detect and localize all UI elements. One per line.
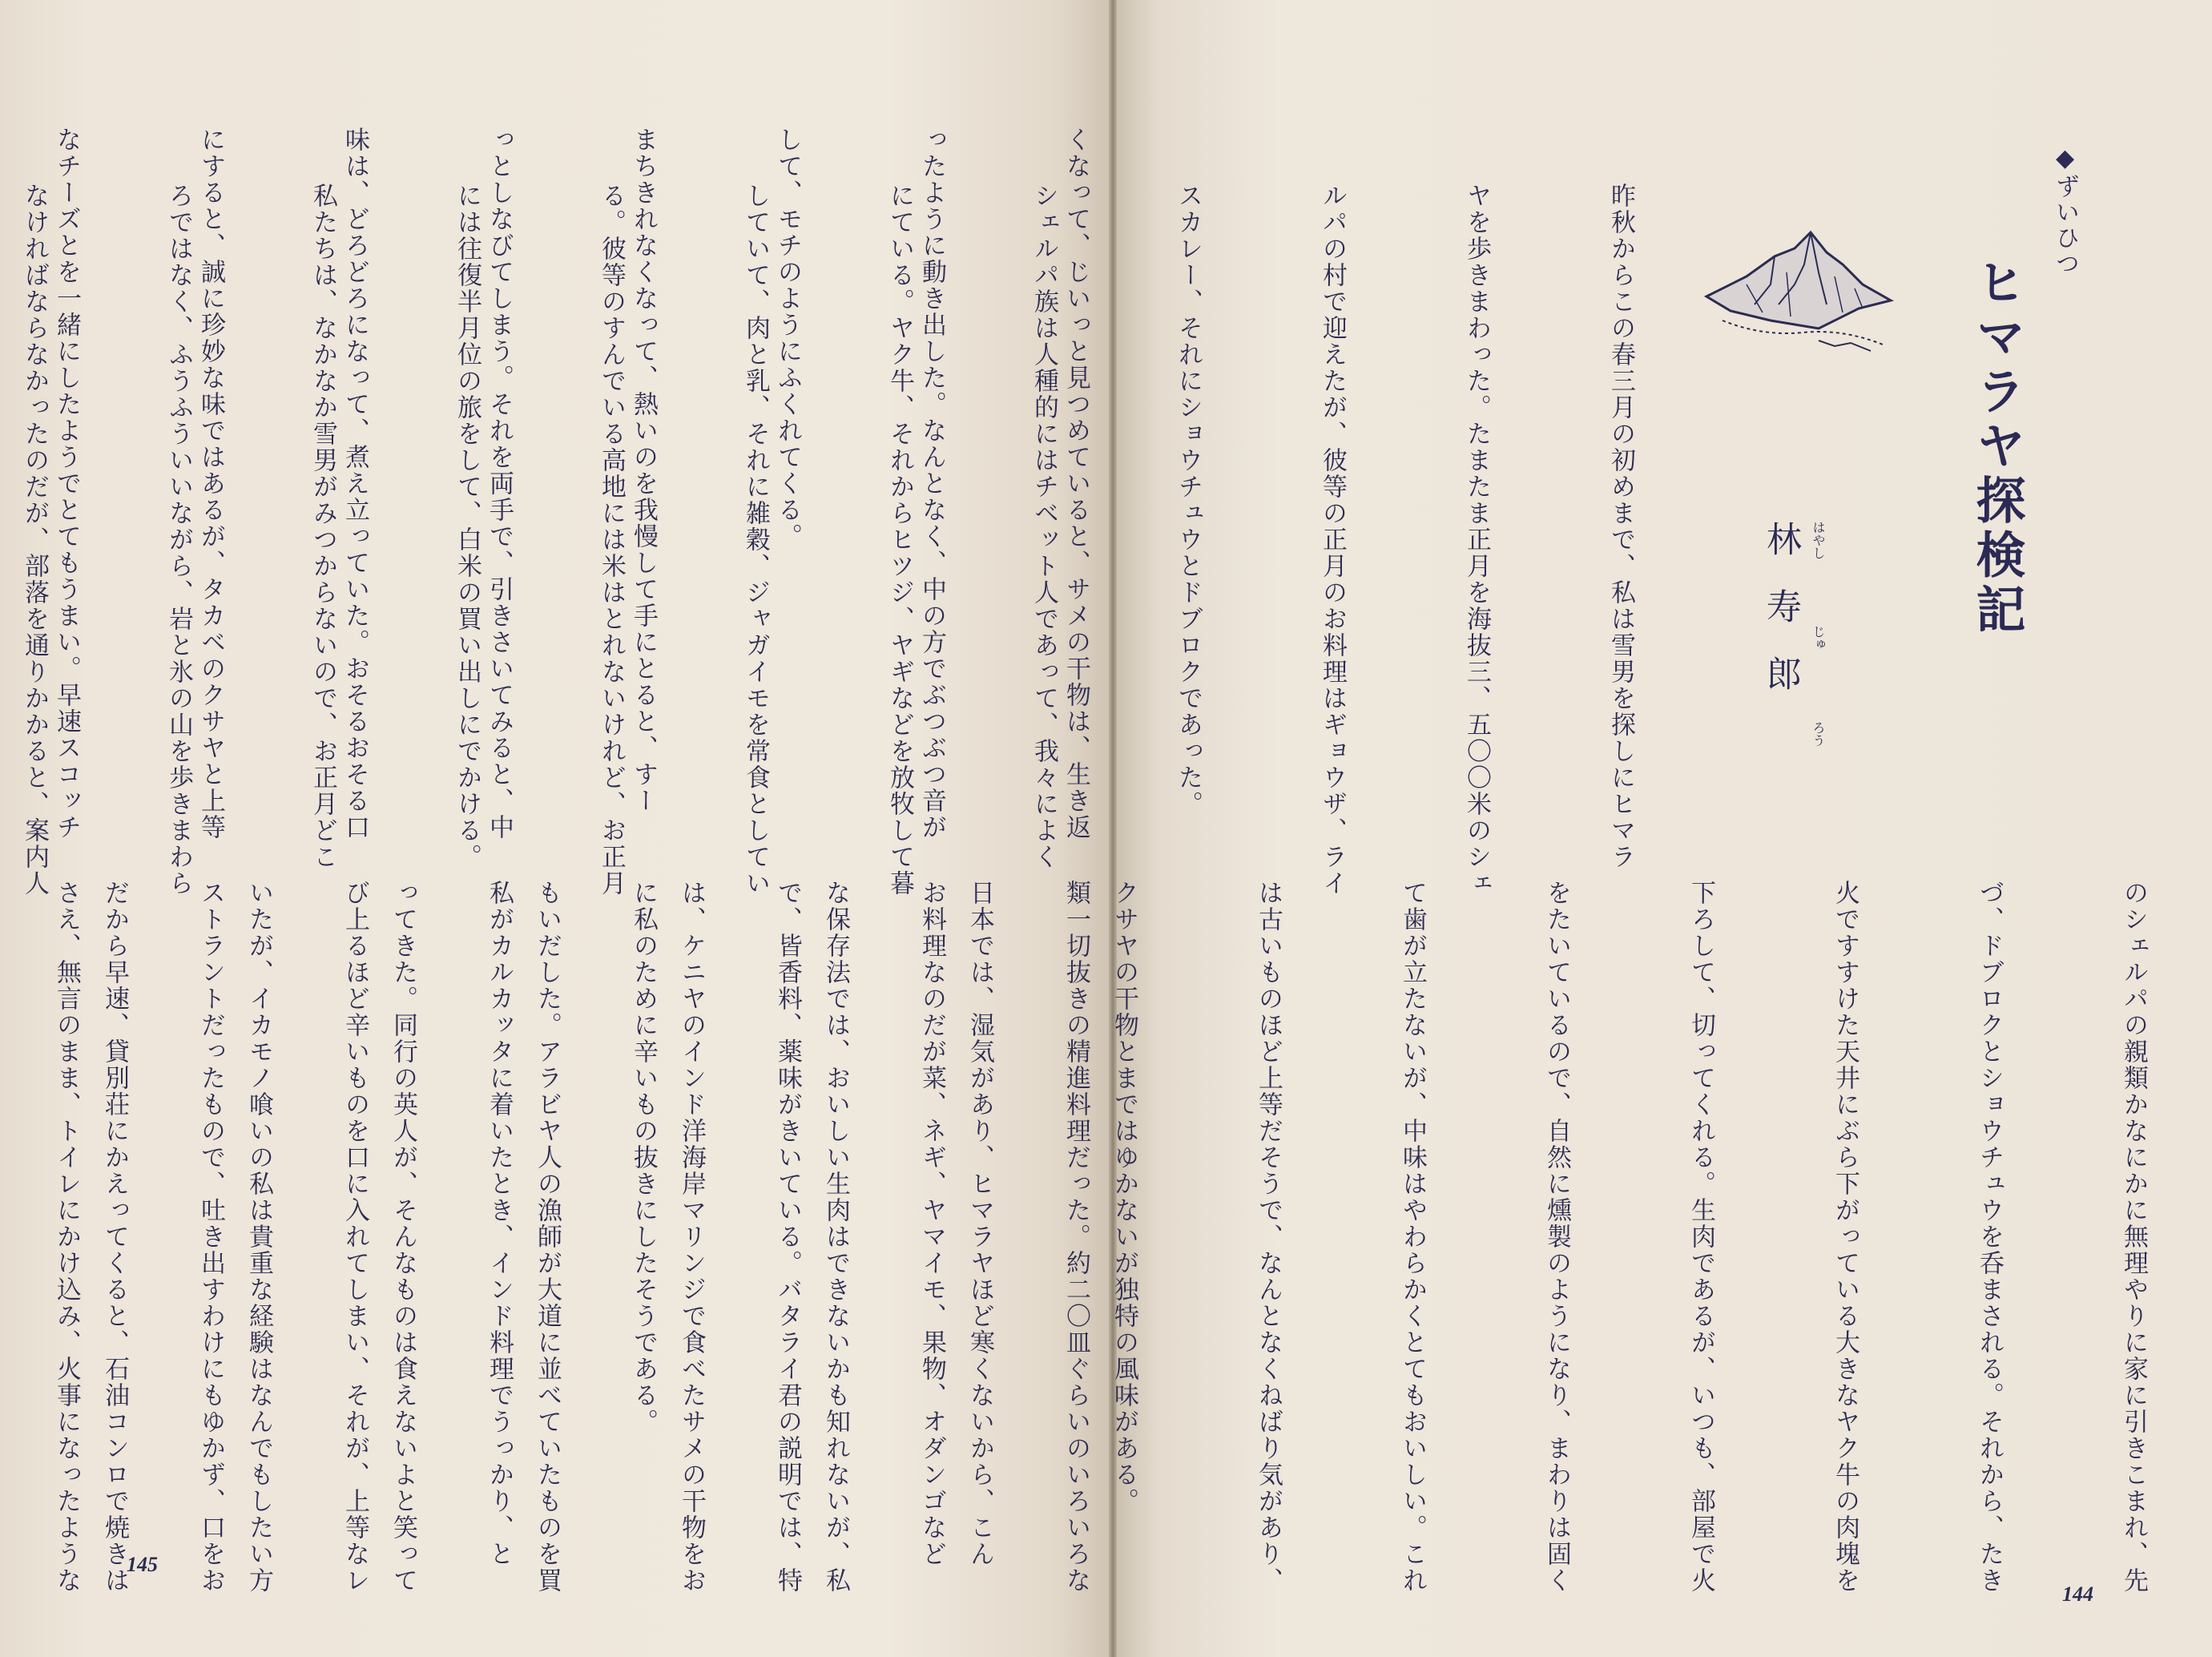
text-line: 類一切抜きの精進料理だった。約二〇皿ぐらいのいろいろな bbox=[1062, 880, 1090, 1594]
author-ruby-1: はやし bbox=[1811, 521, 1826, 559]
text-line: をたいているので、自然に燻製のようになり、まわりは固く bbox=[1542, 880, 1571, 1594]
text-line: にている。ヤク牛、それからヒツジ、ヤギなどを放牧して暮 bbox=[885, 183, 914, 897]
author-name: 林寿郎 bbox=[1760, 521, 1801, 723]
text-line: ってきた。同行の英人が、そんなものは食えないよと笑って bbox=[389, 880, 417, 1594]
text-line: ルパの村で迎えたが、彼等の正月のお料理はギョウザ、ライ bbox=[1318, 183, 1347, 897]
text-line: ったように動き出した。なんとなく、中の方でぶつぶつ音が bbox=[917, 127, 946, 841]
text-line: は、ケニヤのインド洋海岸マリンジで食べたサメの干物をお bbox=[677, 880, 706, 1594]
text-line: もいだした。アラビヤ人の漁師が大道に並べていたものを買 bbox=[533, 880, 562, 1594]
text-line: さえ、無言のまま、トイレにかけ込み、火事になったような bbox=[52, 880, 81, 1594]
text-line: いたが、イカモノ喰いの私は貴重な経験はなんでもしたい方 bbox=[244, 880, 273, 1594]
section-label: ◆ずいひつ bbox=[2051, 144, 2079, 276]
article-title: ヒマラヤ探検記 bbox=[1968, 256, 2026, 638]
text-line: に私のために辛いもの抜きにしたそうである。 bbox=[629, 880, 658, 1435]
text-line: 日本では、湿気があり、ヒマラヤほど寒くないから、こん bbox=[965, 880, 994, 1567]
page-number-right: 144 bbox=[2062, 1582, 2093, 1606]
text-line: なければならなかったのだが、部落を通りかかると、案内人 bbox=[20, 183, 49, 897]
text-line: だから早速、貸別荘にかえってくると、石油コンロで焼きは bbox=[100, 880, 129, 1594]
text-line: して、モチのようにふくれてくる。 bbox=[773, 127, 802, 550]
text-line: は古いものほど上等だそうで、なんとなくねばり気があり、 bbox=[1254, 880, 1283, 1594]
text-line: づ、ドブロクとショウチュウを呑まされる。それから、たき bbox=[1975, 880, 2004, 1594]
page-number-left: 145 bbox=[127, 1553, 158, 1576]
text-line: 味は、どろどろになって、煮え立っていた。おそるおそる口 bbox=[340, 127, 369, 841]
text-line: のシェルパの親類かなにかに無理やりに家に引きこまれ、先 bbox=[2119, 880, 2148, 1594]
author-ruby-3: ろう bbox=[1811, 721, 1826, 747]
left-upper-text bbox=[52, 127, 1196, 841]
text-line: で、皆香料、薬味がきいている。バタライ君の説明では、特 bbox=[773, 880, 802, 1594]
text-line: なチーズとを一緒にしたようでとてもうまい。早速スコッチ bbox=[52, 127, 81, 841]
text-line: っとしなびてしまう。それを両手で、引きさいてみると、中 bbox=[485, 127, 514, 841]
text-line: ろではなく、ふうふういいながら、岩と氷の山を歩きまわら bbox=[164, 183, 193, 897]
text-line: シェルパ族は人種的にはチベット人であって、我々によく bbox=[1029, 183, 1058, 870]
text-line: 昨秋からこの春三月の初めまで、私は雪男を探しにヒマラ bbox=[1606, 183, 1635, 870]
author-ruby-2: じゅ bbox=[1811, 625, 1826, 651]
text-line: まちきれなくなって、熱いのを我慢して手にとると、すー bbox=[629, 127, 658, 814]
text-line: 火ですすけた天井にぶら下がっている大きなヤク牛の肉塊を bbox=[1831, 880, 1859, 1594]
text-line: クサヤの干物とまではゆかないが独特の風味がある。 bbox=[1110, 880, 1138, 1514]
text-line: くなって、じいっと見つめていると、サメの干物は、生き返 bbox=[1062, 127, 1090, 841]
text-line: な保存法では、おいしい生肉はできないかも知れないが、私 bbox=[821, 880, 850, 1594]
text-line: にすると、誠に珍妙な味ではあるが、タカベのクサヤと上等 bbox=[196, 127, 225, 841]
text-line: お料理なのだが菜、ネギ、ヤマイモ、果物、オダンゴなど bbox=[917, 880, 946, 1567]
text-line: て歯が立たないが、中味はやわらかくとてもおいしい。これ bbox=[1398, 880, 1427, 1594]
text-line: 私がカルカッタに着いたとき、インド料理でうっかり、と bbox=[485, 880, 514, 1567]
text-line: 私たちは、なかなか雪男がみつからないので、お正月どこ bbox=[308, 183, 337, 870]
text-line: び上るほど辛いものを口に入れてしまい、それが、上等なレ bbox=[340, 880, 369, 1594]
text-line: していて、肉と乳、それに雑穀、ジャガイモを常食としてい bbox=[741, 183, 770, 897]
text-line: る。彼等のすんでいる高地には米はとれないけれど、お正月 bbox=[597, 183, 626, 897]
text-line: ストラントだったもので、吐き出すわけにもゆかず、口をお bbox=[196, 880, 225, 1594]
text-line: ヤを歩きまわった。たまたま正月を海抜三、五〇〇米のシェ bbox=[1462, 183, 1491, 897]
text-line: 下ろして、切ってくれる。生肉であるが、いつも、部屋で火 bbox=[1686, 880, 1715, 1594]
text-line: スカレー、それにショウチュウとドブロクであった。 bbox=[1174, 183, 1203, 817]
text-line: には往復半月位の旅をして、白米の買い出しにでかける。 bbox=[453, 183, 481, 870]
